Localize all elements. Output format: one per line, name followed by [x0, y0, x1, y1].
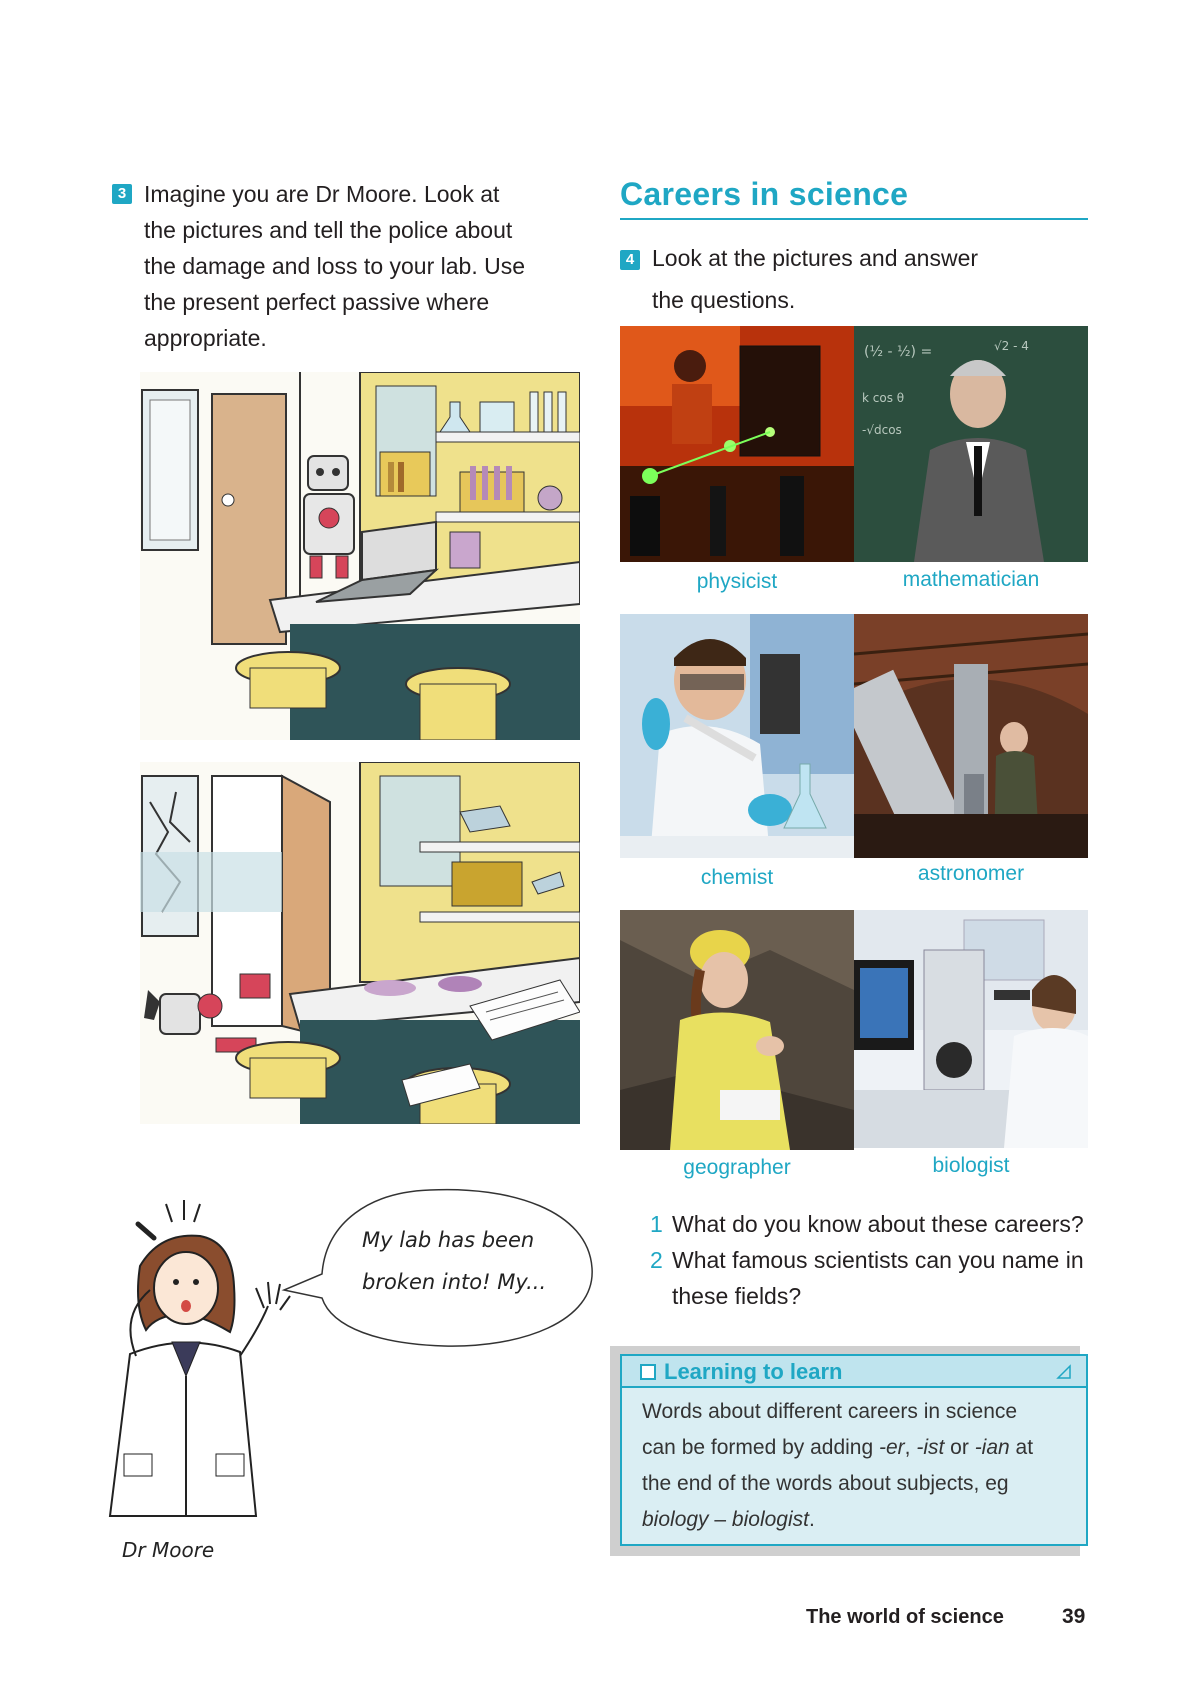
mathematician-photo — [854, 326, 1088, 562]
exercise-number-badge: 3 — [112, 184, 132, 204]
instruction-line: Imagine you are Dr Moore. Look at — [144, 181, 500, 207]
example-subject: biology — [642, 1508, 709, 1531]
svg-text:k cos θ: k cos θ — [862, 391, 905, 405]
svg-text:-√dcos: -√dcos — [862, 423, 902, 437]
astronomer-photo — [854, 614, 1088, 858]
question-number: 2 — [650, 1247, 663, 1273]
page-number: 39 — [1062, 1605, 1086, 1628]
exercise-4-line-1: Look at the pictures and answer — [652, 245, 979, 271]
question-2 — [650, 1242, 1084, 1278]
instruction-line: the present perfect passive where — [144, 289, 490, 315]
character-name: Dr Moore — [122, 1538, 215, 1562]
text-span: , — [904, 1436, 917, 1459]
career-label-biologist: biologist — [932, 1154, 1010, 1177]
text-span: . — [808, 1508, 815, 1531]
career-label-astronomer: astronomer — [917, 862, 1025, 885]
footer-title: The world of science — [806, 1606, 1004, 1628]
question-2-continuation: these fields? — [672, 1283, 802, 1309]
suffix-er: -er — [879, 1436, 905, 1459]
learning-to-learn-box — [620, 1354, 1088, 1546]
question-text: What famous scientists can you name in — [672, 1247, 1084, 1273]
physicist-photo — [620, 326, 854, 562]
exercise-3-instructions — [144, 176, 584, 356]
exercise-number-badge: 4 — [620, 250, 640, 270]
dr-moore-illustration — [80, 1196, 300, 1536]
learning-box-text — [622, 1388, 1086, 1538]
svg-text:(½ - ½) =: (½ - ½) = — [864, 344, 933, 360]
biologist-photo — [854, 910, 1088, 1148]
lab-before-illustration — [140, 372, 580, 740]
career-label-geographer: geographer — [683, 1156, 791, 1179]
learning-line — [642, 1502, 1068, 1538]
speech-line-2: broken into! My... — [362, 1270, 547, 1294]
section-title: Careers in science — [620, 176, 909, 212]
svg-text:√2 - 4: √2 - 4 — [994, 339, 1029, 353]
learning-line: the end of the words about subjects, eg — [642, 1472, 1009, 1495]
question-number: 1 — [650, 1211, 663, 1237]
learning-box-title: Learning to learn — [664, 1359, 843, 1384]
text-span: can be formed by adding — [642, 1436, 879, 1459]
geographer-photo — [620, 910, 854, 1150]
career-label-physicist: physicist — [696, 570, 778, 593]
learning-line: Words about different careers in science — [642, 1400, 1018, 1423]
instruction-line: the pictures and tell the police about — [144, 217, 513, 243]
chemist-photo — [620, 614, 854, 858]
career-label-chemist: chemist — [700, 866, 774, 889]
text-span: or — [944, 1436, 975, 1459]
question-1 — [650, 1206, 1084, 1242]
example-career: biologist — [731, 1508, 809, 1531]
corner-triangle-icon — [1056, 1360, 1072, 1386]
speech-bubble — [280, 1182, 600, 1352]
instruction-line: appropriate. — [144, 325, 267, 351]
learning-box-header — [622, 1356, 1086, 1388]
exercise-4-line-2: the questions. — [652, 287, 796, 313]
career-label-mathematician: mathematician — [902, 568, 1040, 591]
instruction-line: the damage and loss to your lab. Use — [144, 253, 526, 279]
checkbox-icon — [640, 1364, 656, 1380]
section-rule — [620, 218, 1088, 220]
suffix-ist: -ist — [916, 1436, 945, 1459]
lab-after-illustration — [140, 762, 580, 1124]
speech-line-1: My lab has been — [362, 1228, 535, 1252]
text-span: – — [708, 1508, 732, 1531]
text-span: at — [1009, 1436, 1034, 1459]
question-text: What do you know about these careers? — [672, 1211, 1084, 1237]
learning-line — [642, 1430, 1068, 1466]
suffix-ian: -ian — [974, 1436, 1010, 1459]
